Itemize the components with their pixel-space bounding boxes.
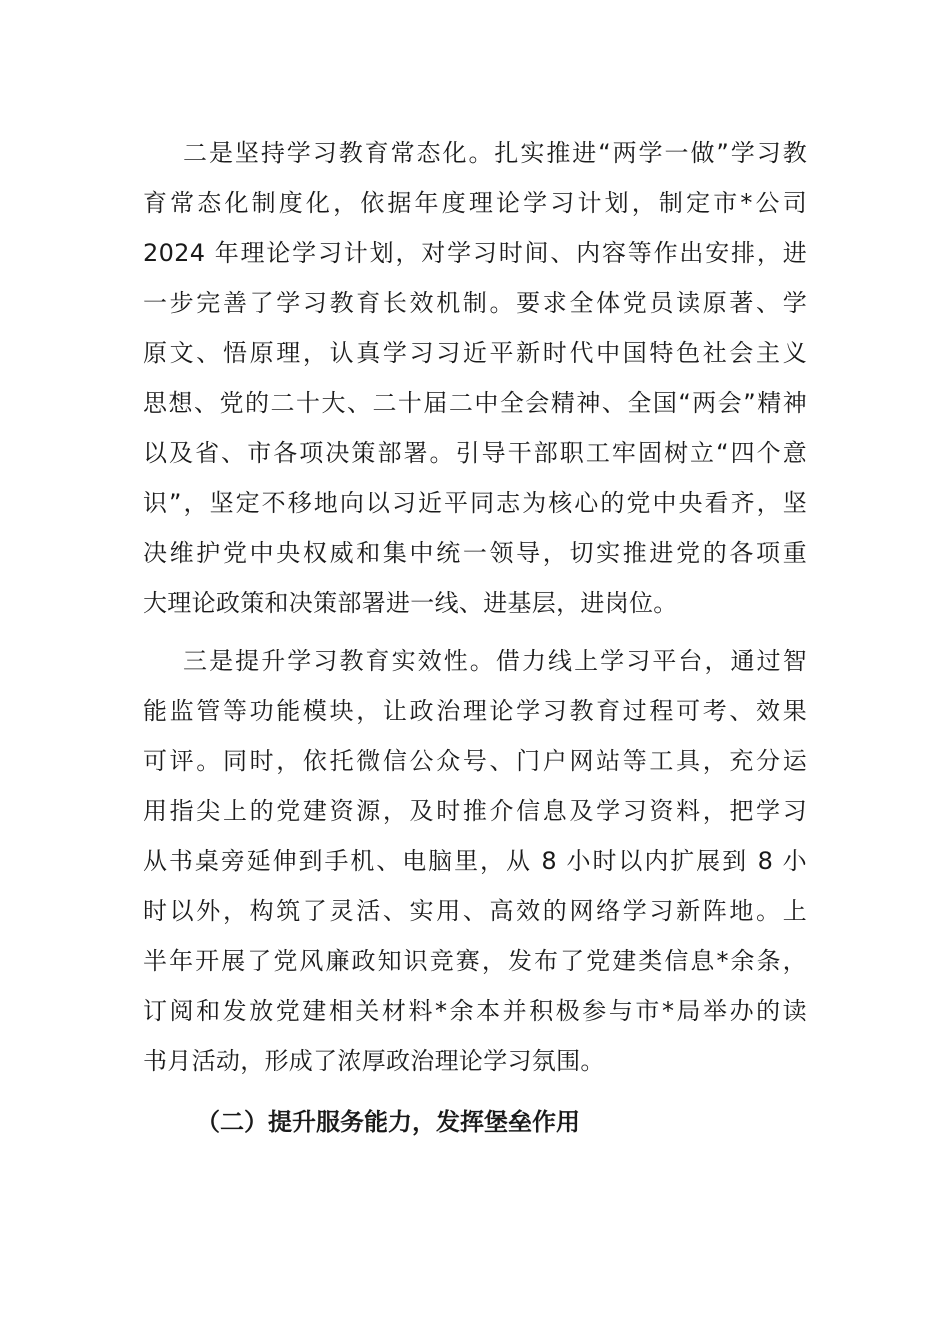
paragraph-line: 用指尖上的党建资源，及时推介信息及学习资料，把学习	[143, 797, 807, 825]
paragraph-line: 决维护党中央权威和集中统一领导，切实推进党的各项重	[143, 539, 807, 567]
paragraph-line: 识”，坚定不移地向以习近平同志为核心的党中央看齐，坚	[143, 489, 807, 517]
paragraph-line: 能监管等功能模块，让政治理论学习教育过程可考、效果	[143, 697, 807, 725]
paragraph-learning-normalization	[143, 128, 807, 628]
paragraph-line: 可评。同时，依托微信公众号、门户网站等工具，充分运	[143, 747, 807, 775]
paragraph-line: 从书桌旁延伸到手机、电脑里，从 8 小时以内扩展到 8 小	[143, 847, 807, 875]
paragraph-line: 三是提升学习教育实效性。借力线上学习平台，通过智	[183, 647, 807, 675]
paragraph-line: 时以外，构筑了灵活、实用、高效的网络学习新阵地。上	[143, 897, 807, 925]
paragraph-line: 二是坚持学习教育常态化。扎实推进“两学一做”学习教	[183, 139, 807, 167]
paragraph-learning-effectiveness	[143, 636, 807, 1086]
paragraph-line: 半年开展了党风廉政知识竞赛，发布了党建类信息*余条，	[143, 947, 807, 975]
paragraph-line: 原文、悟原理，认真学习习近平新时代中国特色社会主义	[143, 339, 807, 367]
paragraph-line: 订阅和发放党建相关材料*余本并积极参与市*局举办的读	[143, 997, 807, 1025]
paragraph-line: 育常态化制度化，依据年度理论学习计划，制定市*公司	[143, 189, 807, 217]
section-heading: （二）提升服务能力，发挥堡垒作用	[196, 1108, 580, 1136]
paragraph-line: 大理论政策和决策部署进一线、进基层，进岗位。	[143, 589, 678, 617]
paragraph-line: 一步完善了学习教育长效机制。要求全体党员读原著、学	[143, 289, 807, 317]
paragraph-line: 2024 年理论学习计划，对学习时间、内容等作出安排，进	[143, 239, 807, 267]
paragraph-line: 思想、党的二十大、二十届二中全会精神、全国“两会”精神	[143, 389, 807, 417]
paragraph-line: 书月活动，形成了浓厚政治理论学习氛围。	[143, 1047, 605, 1075]
paragraph-line: 以及省、市各项决策部署。引导干部职工牢固树立“四个意	[143, 439, 807, 467]
